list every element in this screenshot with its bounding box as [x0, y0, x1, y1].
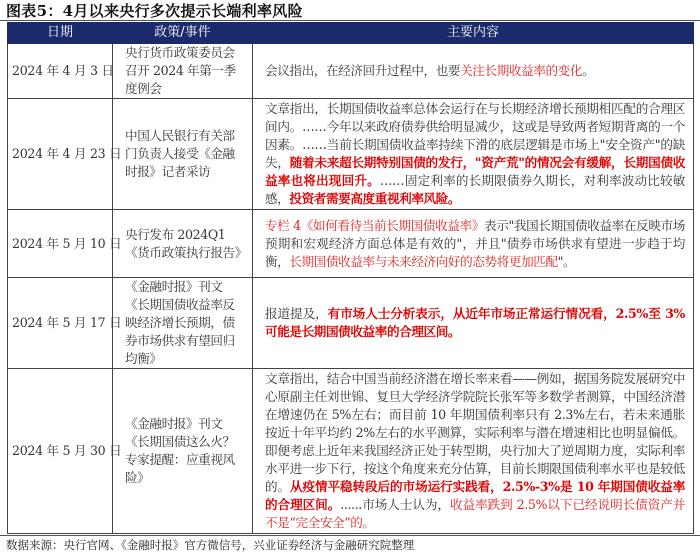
- event-cell: 《金融时报》刊文《长期国债收益率反映经济增长预期，债券市场供求有望回归均衡》: [113, 278, 253, 369]
- content-text: 。: [582, 63, 595, 78]
- event-cell: 央行发布 2024Q1《货币政策执行报告》: [113, 210, 253, 278]
- content-text: 文章指出，长期国债收益率总体会运行在与长期经济增长预期相匹配的合理区间内。……今年以来政府债券供给明显减少，这或是导致两者短期背离的一个因素。……当前长期国债收益率持续下滑的底层逻辑是市场上"安全资产"的缺失，: [265, 101, 685, 170]
- highlight-text: 随着未来超长期特别国债的发行，"资产荒"的情况会有缓解，长期国债收益率也将出现回升。: [265, 155, 685, 188]
- content-text: "。: [557, 253, 576, 269]
- header-event: 政策/事件: [113, 23, 253, 44]
- content-cell: [253, 278, 694, 369]
- content-text: ……固定利率的长期限债券久期长，对利率波动比较敏感，: [265, 173, 685, 206]
- table-row: [8, 369, 694, 534]
- top-rule: [0, 20, 700, 21]
- highlight-text: 从疫情平稳转段后的市场运行实践看，2.5%-3%是 10 年期国债收益率的合理区间。: [265, 479, 685, 512]
- table-container: [0, 22, 700, 534]
- date-cell: 2024 年 4 月 23 日: [8, 99, 113, 210]
- table-row: [8, 278, 694, 369]
- content-cell: [253, 369, 694, 534]
- content-text: 会议指出，在经济回升过程中，也要: [265, 63, 461, 78]
- highlight-text: 收益率跌到 2.5%以下已经说明长债资产并不是“完全安全”的。: [265, 497, 685, 530]
- highlight-text: 关注长期收益率的变化: [460, 63, 583, 78]
- content-text: 表示"我国长期国债收益率在反映市场预期和宏观经济方面总体是有效的"，并且"债券市场供求有望进一步趋于均衡，: [265, 217, 685, 269]
- table-header-row: [8, 23, 694, 44]
- date-cell: 2024 年 5 月 30 日: [8, 369, 113, 534]
- event-cell: 央行货币政策委员会召开 2024 年第一季度例会: [113, 44, 253, 99]
- content-text: ......市场人士认为，: [340, 497, 450, 512]
- content-cell: [253, 210, 694, 278]
- table-row: [8, 210, 694, 278]
- highlight-text: 长期国债收益率与未来经济向好的态势将更加匹配: [289, 253, 558, 269]
- content-cell: [253, 44, 694, 99]
- table-row: [8, 99, 694, 210]
- event-cell: 《金融时报》刊文《长期国债这么火？专家提醒：应重视风险》: [113, 369, 253, 534]
- highlight-text: 有市场人士分析表示，从近年市场正常运行情况看，2.5%至 3%可能是长期国债收益率的合理区间。: [265, 306, 685, 339]
- figure-title: 图表5：4月以来央行多次提示长端利率风险: [6, 2, 303, 20]
- content-text: 报道提及，: [265, 306, 328, 321]
- date-cell: 2024 年 4 月 3 日: [8, 44, 113, 99]
- date-cell: 2024 年 5 月 10 日: [8, 210, 113, 278]
- content-text: 文章指出，结合中国当前经济潜在增长率来看——例如，据国务院发展研究中心原副主任刘世锦、复旦大学经济学院院长张军等多数学者测算，中国经济潜在增速仍在 5%左右；而目前 10 年期国债利率只有 2.3%左右，若未来通胀按近十年平均约 2%左右的水平测算，实际利率与潜在增速相比也明显偏低。即便考虑上近年来我国经济正处于转型期，央行加大了逆周期力度，实际利率水平进一步下行，按这个角度来充分估算，目前长期限国债利率水平也是较低的。: [265, 371, 685, 494]
- header-content: 主要内容: [253, 23, 694, 44]
- table-row: [8, 44, 694, 99]
- event-cell: 中国人民银行有关部门负责人接受《金融时报》记者采访: [113, 99, 253, 210]
- highlight-text: 专栏 4《如何看待当前长期国债收益率》: [265, 217, 485, 233]
- policy-table: [7, 22, 694, 534]
- date-cell: 2024 年 5 月 17 日: [8, 278, 113, 369]
- header-date: 日期: [8, 23, 113, 44]
- content-cell: [253, 99, 694, 210]
- source-note: 数据来源：央行官网、《金融时报》官方微信号，兴业证券经济与金融研究院整理: [6, 538, 415, 552]
- highlight-text: 投资者需要高度重视利率风险。: [289, 191, 461, 206]
